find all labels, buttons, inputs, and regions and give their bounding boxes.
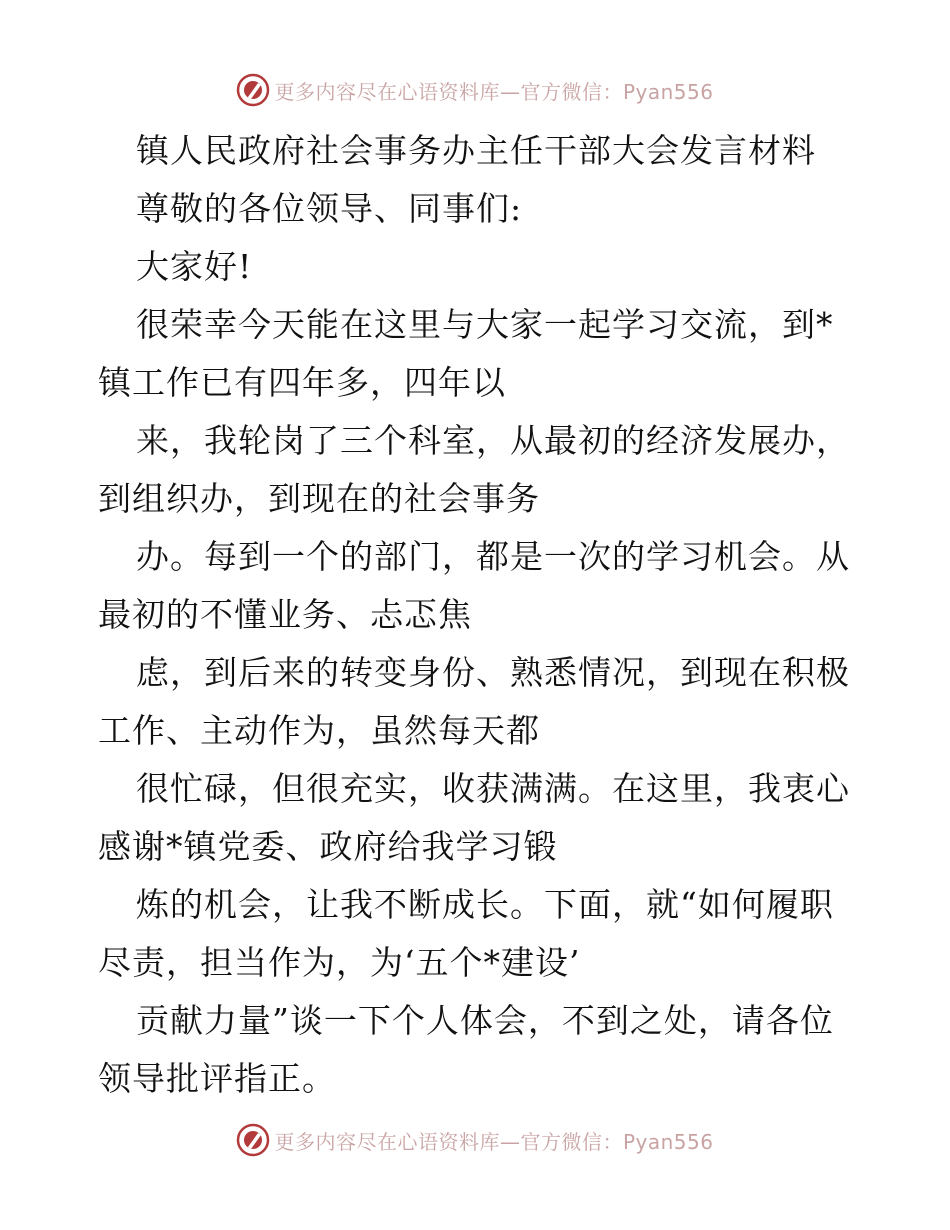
- document-line: 很荣幸今天能在这里与大家一起学习交流，到*: [136, 305, 834, 344]
- document-line: 镇工作已有四年多，四年以: [98, 363, 506, 402]
- watermark-text: 更多内容尽在心语资料库—官方微信：Pyan556: [274, 1129, 714, 1154]
- watermark-header: [0, 70, 950, 110]
- document-line: 贡献力量”谈一下个人体会，不到之处，请各位: [136, 1001, 834, 1040]
- document-line: 很忙碌，但很充实，收获满满。在这里，我衷心: [136, 769, 850, 808]
- document-line: 尊敬的各位领导、同事们:: [136, 189, 523, 228]
- document-line: 领导批评指正。: [98, 1059, 336, 1098]
- document-line: 炼的机会，让我不断成长。下面，就“如何履职: [136, 885, 834, 924]
- document-line: 来，我轮岗了三个科室，从最初的经济发展办，: [136, 421, 850, 460]
- document-line: 虑，到后来的转变身份、熟悉情况，到现在积极: [136, 653, 850, 692]
- document-line: 最初的不懂业务、忐忑焦: [98, 595, 472, 634]
- watermark-footer: [0, 1120, 950, 1160]
- watermark-text: 更多内容尽在心语资料库—官方微信：Pyan556: [274, 79, 714, 104]
- document-line: 工作、主动作为，虽然每天都: [98, 711, 540, 750]
- document-line: 办。每到一个的部门，都是一次的学习机会。从: [136, 537, 850, 576]
- document-line: 到组织办，到现在的社会事务: [98, 479, 540, 518]
- document-line: 尽责，担当作为，为‘五个*建设’: [98, 943, 581, 982]
- document-line: 感谢*镇党委、政府给我学习锻: [98, 827, 558, 866]
- document-body: [98, 122, 858, 1108]
- document-line: 大家好!: [136, 247, 253, 286]
- pen-logo-icon: [236, 73, 270, 107]
- pen-logo-icon: [236, 1123, 270, 1157]
- document-line: 镇人民政府社会事务办主任干部大会发言材料: [136, 131, 816, 170]
